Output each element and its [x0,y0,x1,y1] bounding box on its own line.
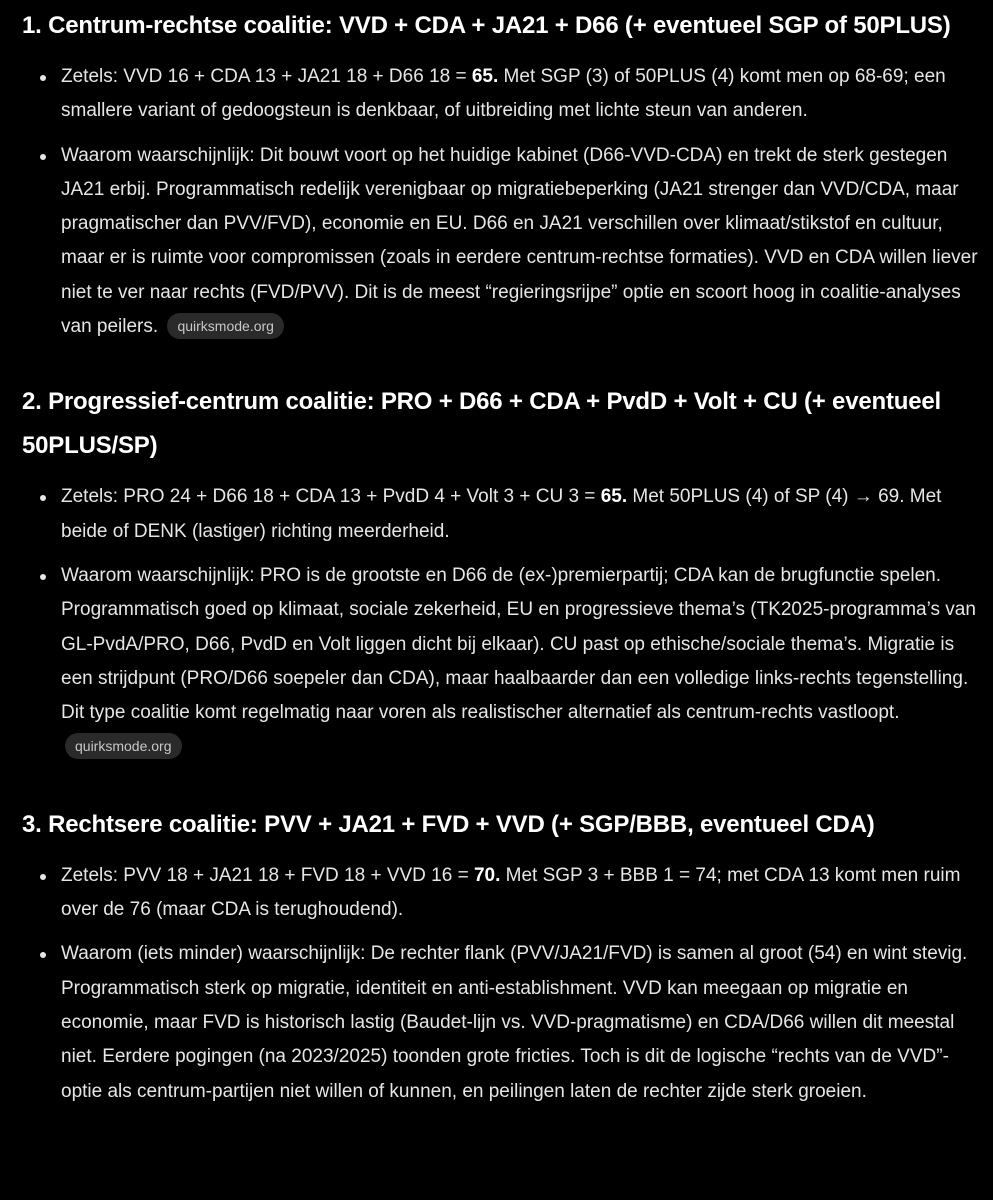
seats-detail: Met SGP (3) of 50PLUS (4) komt men op 68-69; een smallere variant of gedoogsteun is denkbaar, of uitbreiding met lichte steun van anderen. [61,66,946,122]
coalition-section-2 [22,380,982,764]
reason-bullet [22,139,982,345]
reason-text: Waarom waarschijnlijk: Dit bouwt voort op het huidige kabinet (D66-VVD-CDA) en trekt de sterk gestegen JA21 erbij. Programmatisch redelijk verenigbaar op migratiebeperking (JA21 strenger dan VVD/CDA, maar pragmatischer dan PVV/FVD), economie en EU. D66 en JA21 verschillen over klimaat/stikstof en cultuur, maar er is ruimte voor compromissen (zoals in eerdere centrum-rechtse formaties). VVD en CDA willen liever niet te ver naar rechts (FVD/PVV). Dit is de meest “regieringsrijpe” optie en scoort hoog in coalitie-analyses van peilers. [61,144,978,338]
seats-text: Zetels: PRO 24 + D66 18 + CDA 13 + PvdD 4 + Volt 3 + CU 3 = [61,486,601,508]
coalition-section-3 [22,803,982,1109]
seats-total: 65. [471,66,499,87]
seats-bullet [22,859,982,928]
section-heading: 3. Rechtsere coalitie: PVV + JA21 + FVD + VVD (+ SGP/BBB, eventueel CDA) [22,810,875,838]
source-link[interactable]: quirksmode.org [167,313,284,339]
seats-text: Zetels: PVV 18 + JA21 18 + FVD 18 + VVD 16 = [61,864,474,886]
source-link[interactable]: quirksmode.org [65,733,182,759]
seats-text: Zetels: VVD 16 + CDA 13 + JA21 18 + D66 18 = [61,66,472,87]
reason-bullet [22,559,982,765]
seats-detail: Met 50PLUS (4) of SP (4) → 69. Met beide of DENK (lastiger) richting meerderheid. [61,486,942,542]
seats-detail: Met SGP 3 + BBB 1 = 74; met CDA 13 komt men ruim over de 76 (maar CDA is terughoudend). [61,864,961,921]
seats-bullet [22,480,982,549]
section-heading: 2. Progressief-centrum coalitie: PRO + D66 + CDA + PvdD + Volt + CU (+ eventueel 50PLUS/SP) [22,388,941,460]
seats-total: 65. [600,486,628,508]
seats-total: 70. [473,864,501,886]
bullet-list [22,859,982,1109]
reason-bullet [22,937,982,1108]
section-heading: 1. Centrum-rechtse coalitie: VVD + CDA + JA21 + D66 (+ eventueel SGP of 50PLUS) [22,12,951,39]
seats-bullet [22,60,982,129]
reason-text: Waarom (iets minder) waarschijnlijk: De rechter flank (PVV/JA21/FVD) is samen al groot (54) en wint stevig. Programmatisch sterk op migratie, identiteit en anti-establishment. VVD kan meegaan op migratie en economie, maar FVD is historisch lastig (Baudet-lijn vs. VVD-pragmatisme) en CDA/D66 willen dit meestal niet. Eerdere pogingen (na 2023/2025) toonden grote fricties. Toch is dit de logische “rechts van de VVD”-optie als centrum-partijen niet willen of kunnen, en peilingen laten de rechter zijde sterk groeien. [61,943,968,1102]
bullet-list [22,480,982,764]
reason-text: Waarom waarschijnlijk: PRO is de grootste en D66 de (ex-)premierpartij; CDA kan de brugfunctie spelen. Programmatisch goed op klimaat, sociale zekerheid, EU en progressieve thema’s (TK2025-programma’s van GL-PvdA/PRO, D66, PvdD en Volt liggen dicht bij elkaar). CU past op ethische/sociale thema’s. Migratie is een strijdpunt (PRO/D66 soepeler dan CDA), maar haalbaarder dan een volledige links-rechts tegenstelling. Dit type coalitie komt regelmatig naar voren als realistischer alternatief als centrum-rechts vastloopt. [61,564,976,724]
bullet-list [22,60,982,344]
coalition-section-1 [22,0,982,344]
